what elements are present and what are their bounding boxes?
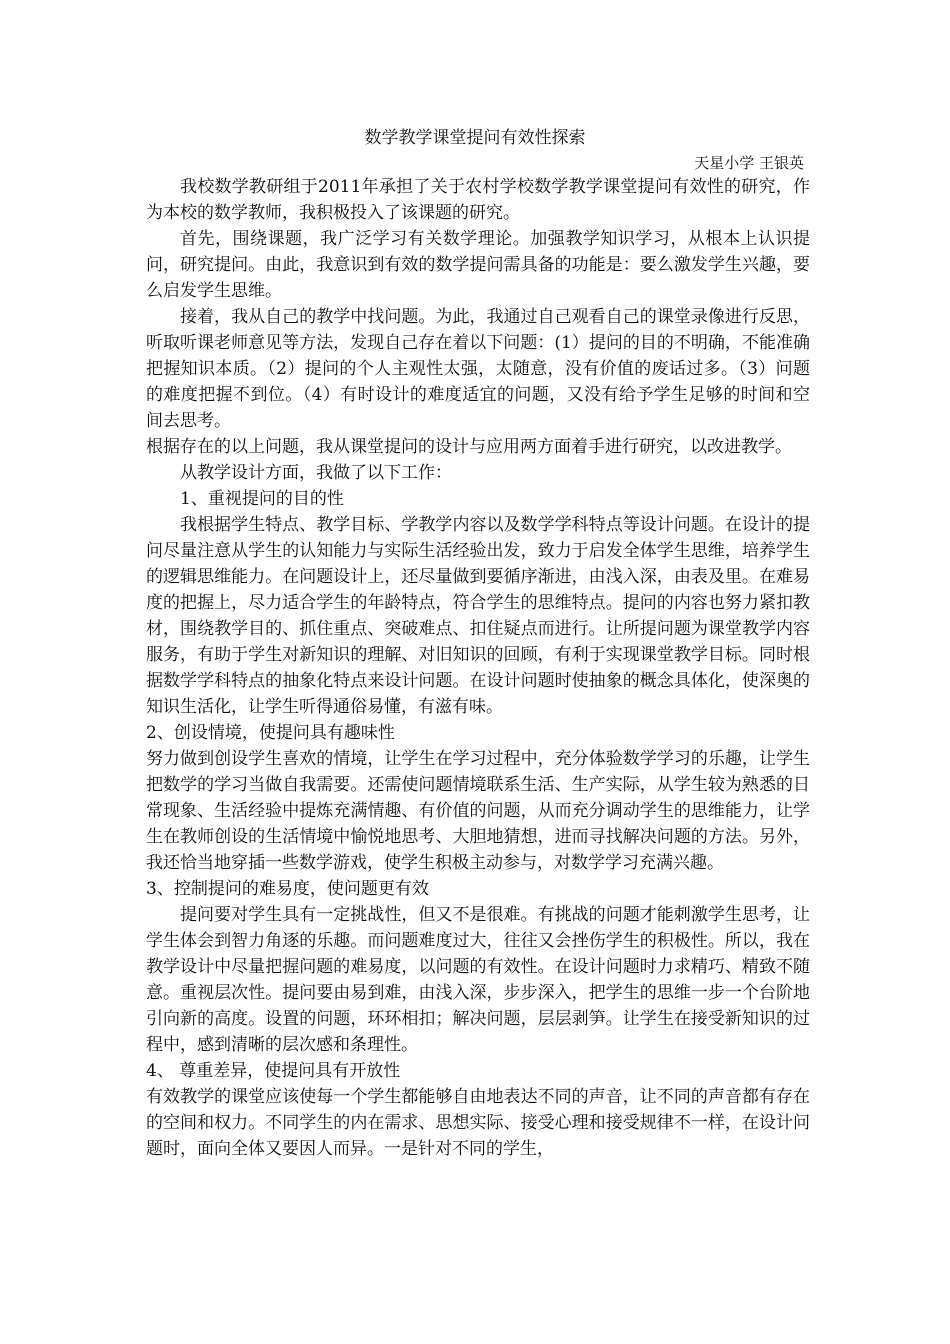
paragraph: 有效教学的课堂应该使每一个学生都能够自由地表达不同的声音，让不同的声音都有存在的空间和权力。不同学生的内在需求、思想实际、接受心理和接受规律不一样，在设计问题时，面向全体又要因人而异。一是针对不同的学生， xyxy=(146,1087,810,1159)
section-heading: 1、重视提问的目的性 xyxy=(180,489,344,509)
document-author: 天星小学 王银英 xyxy=(694,154,804,172)
document-title: 数学教学课堂提问有效性探索 xyxy=(364,128,586,148)
section-heading: 3、控制提问的难易度，使问题更有效 xyxy=(146,879,429,899)
paragraph: 根据存在的以上问题，我从课堂提问的设计与应用两方面着手进行研究，以改进教学。 xyxy=(146,437,792,457)
document-body xyxy=(146,174,810,1162)
paragraph: 接着，我从自己的教学中找问题。为此，我通过自己观看自己的课堂录像进行反思，听取听课老师意见等方法，发现自己存在着以下问题：(1）提问的目的不明确，不能准确把握知识本质。（2）提问的个人主观性太强，太随意，没有价值的废话过多。（3）问题的难度把握不到位。（4）有时设计的难度适宜的问题，又没有给予学生足够的时间和空间去思考。 xyxy=(146,307,810,431)
paragraph: 我根据学生特点、教学目标、学教学内容以及数学学科特点等设计问题。在设计的提问尽量注意从学生的认知能力与实际生活经验出发，致力于启发全体学生思维，培养学生的逻辑思维能力。在问题设计上，还尽量做到要循序渐进，由浅入深，由表及里。在难易度的把握上，尽力适合学生的年龄特点，符合学生的思维特点。提问的内容也努力紧扣教材，围绕教学目的、抓住重点、突破难点、扣住疑点而进行。让所提问题为课堂教学内容服务，有助于学生对新知识的理解、对旧知识的回顾，有利于实现课堂教学目标。同时根据数学学科特点的抽象化特点来设计问题。在设计问题时使抽象的概念具体化，使深奥的知识生活化，让学生听得通俗易懂，有滋有味。 xyxy=(146,515,810,717)
paragraph: 我校数学教研组于2011年承担了关于农村学校数学教学课堂提问有效性的研究，作为本校的数学教师，我积极投入了该课题的研究。 xyxy=(146,177,810,223)
paragraph: 首先，围绕课题，我广泛学习有关数学理论。加强教学知识学习，从根本上认识提问，研究提问。由此，我意识到有效的数学提问需具备的功能是：要么激发学生兴趣，要么启发学生思维。 xyxy=(146,229,810,301)
paragraph: 提问要对学生具有一定挑战性，但又不是很难。有挑战的问题才能刺激学生思考，让学生体会到智力角逐的乐趣。而问题难度过大，往往又会挫伤学生的积极性。所以，我在教学设计中尽量把握问题的难易度，以问题的有效性。在设计问题时力求精巧、精致不随意。重视层次性。提问要由易到难，由浅入深，步步深入，把学生的思维一步一个台阶地引向新的高度。设置的问题，环环相扣；解决问题，层层剥笋。让学生在接受新知识的过程中，感到清晰的层次感和条理性。 xyxy=(146,905,810,1055)
paragraph: 努力做到创设学生喜欢的情境，让学生在学习过程中，充分体验数学学习的乐趣，让学生把数学的学习当做自我需要。还需使问题情境联系生活、生产实际，从学生较为熟悉的日常现象、生活经验中提炼充满情趣、有价值的问题，从而充分调动学生的思维能力，让学生在教师创设的生活情境中愉悦地思考、大胆地猜想，进而寻找解决问题的方法。另外，我还恰当地穿插一些数学游戏，使学生积极主动参与，对数学学习充满兴趣。 xyxy=(146,749,810,873)
paragraph: 从教学设计方面，我做了以下工作： xyxy=(180,463,452,483)
section-heading: 2、创设情境，使提问具有趣味性 xyxy=(146,723,395,743)
section-heading: 4、 尊重差异，使提问具有开放性 xyxy=(146,1061,401,1081)
